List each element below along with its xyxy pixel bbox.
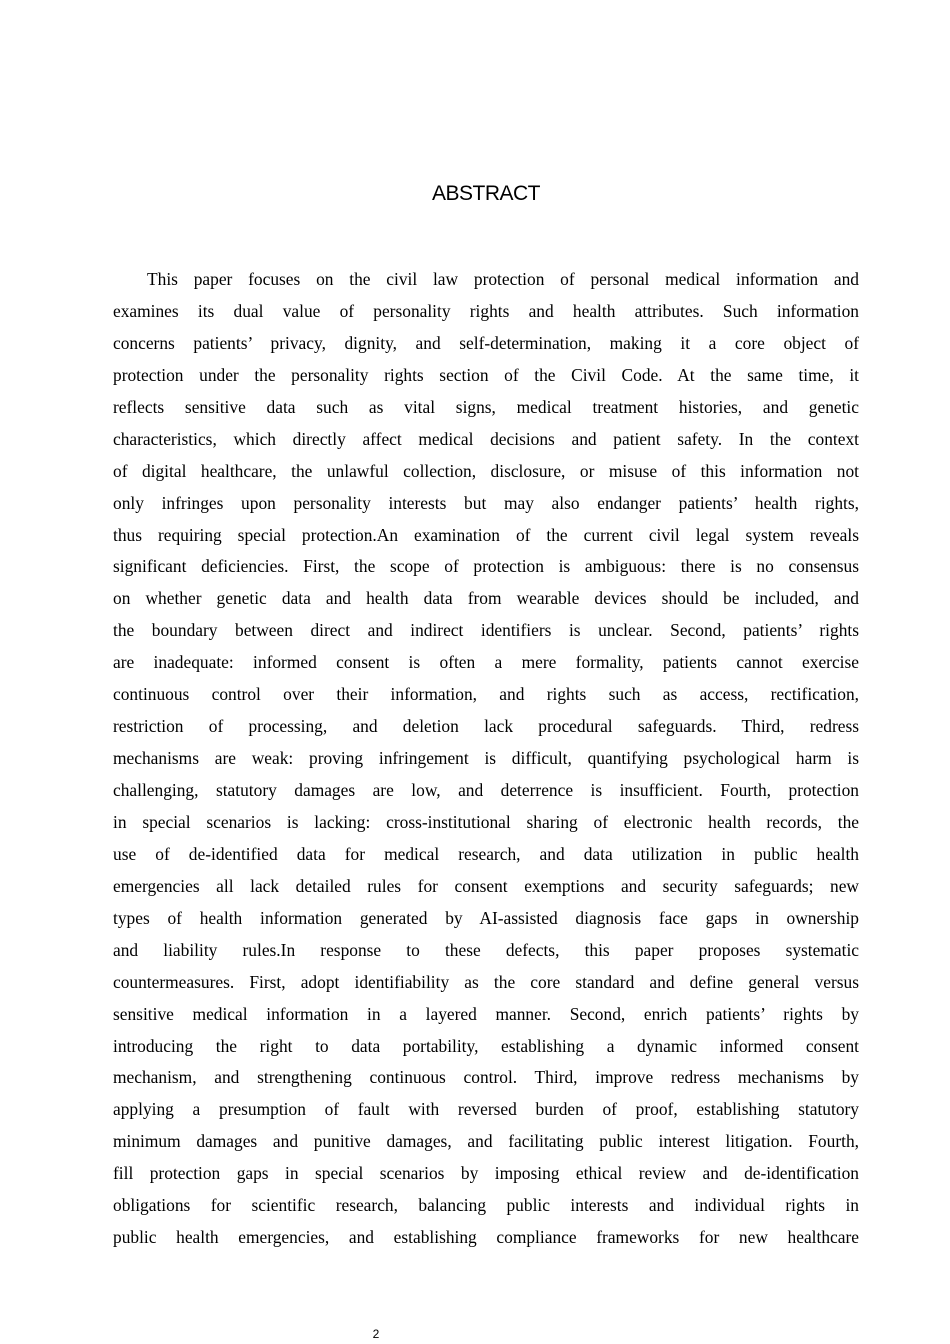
abstract-line: examines its dual value of personality rights and health attributes. Such information [113,300,859,321]
abstract-line: reflects sensitive data such as vital signs, medical treatment histories, and genetic [113,396,859,417]
abstract-line: introducing the right to data portability, establishing a dynamic informed consent [113,1035,859,1056]
abstract-line: and liability rules.In response to these defects, this paper proposes systematic [113,939,859,960]
page-number: 2 [372,1327,380,1341]
abstract-body [113,264,859,1254]
abstract-line: obligations for scientific research, balancing public interests and individual rights in [113,1195,859,1216]
abstract-heading: ABSTRACT [431,182,540,205]
abstract-line: countermeasures. First, adopt identifiability as the core standard and define general versus [113,971,859,992]
abstract-line: restriction of processing, and deletion lack procedural safeguards. Third, redress [113,716,859,737]
abstract-line: continuous control over their information, and rights such as access, rectification, [113,684,859,705]
abstract-line: of digital healthcare, the unlawful collection, disclosure, or misuse of this information not [113,460,859,481]
abstract-line: minimum damages and punitive damages, and facilitating public interest litigation. Fourth, [113,1131,859,1152]
abstract-line: fill protection gaps in special scenarios by imposing ethical review and de-identification [113,1163,859,1184]
abstract-line: emergencies all lack detailed rules for consent exemptions and security safeguards; new [113,875,859,896]
abstract-line: sensitive medical information in a layered manner. Second, enrich patients’ rights by [113,1003,859,1024]
abstract-line: protection under the personality rights section of the Civil Code. At the same time, it [113,364,859,385]
abstract-line: in special scenarios is lacking: cross-institutional sharing of electronic health records, the [113,811,859,832]
abstract-line: characteristics, which directly affect medical decisions and patient safety. In the context [113,428,859,449]
abstract-line: only infringes upon personality interests but may also endanger patients’ health rights, [113,492,859,513]
abstract-line: public health emergencies, and establishing compliance frameworks for new healthcare [113,1227,859,1248]
abstract-line: thus requiring special protection.An examination of the current civil legal system reveals [113,524,859,545]
abstract-line: types of health information generated by AI-assisted diagnosis face gaps in ownership [113,907,859,928]
abstract-line: applying a presumption of fault with reversed burden of proof, establishing statutory [113,1099,859,1120]
abstract-line: are inadequate: informed consent is often a mere formality, patients cannot exercise [113,652,859,673]
abstract-line: challenging, statutory damages are low, and deterrence is insufficient. Fourth, protection [113,780,859,800]
abstract-line: concerns patients’ privacy, dignity, and self-determination, making it a core object of [113,332,859,353]
abstract-line: significant deficiencies. First, the scope of protection is ambiguous: there is no consensus [113,556,859,577]
abstract-line: the boundary between direct and indirect identifiers is unclear. Second, patients’ rights [113,620,859,641]
abstract-line: use of de-identified data for medical research, and data utilization in public health [113,843,859,864]
abstract-line: mechanism, and strengthening continuous control. Third, improve redress mechanisms by [113,1067,859,1088]
abstract-line: mechanisms are weak: proving infringement is difficult, quantifying psychological harm is [113,748,859,769]
abstract-line: on whether genetic data and health data from wearable devices should be included, and [113,588,859,609]
abstract-line: This paper focuses on the civil law protection of personal medical information and [147,269,859,289]
